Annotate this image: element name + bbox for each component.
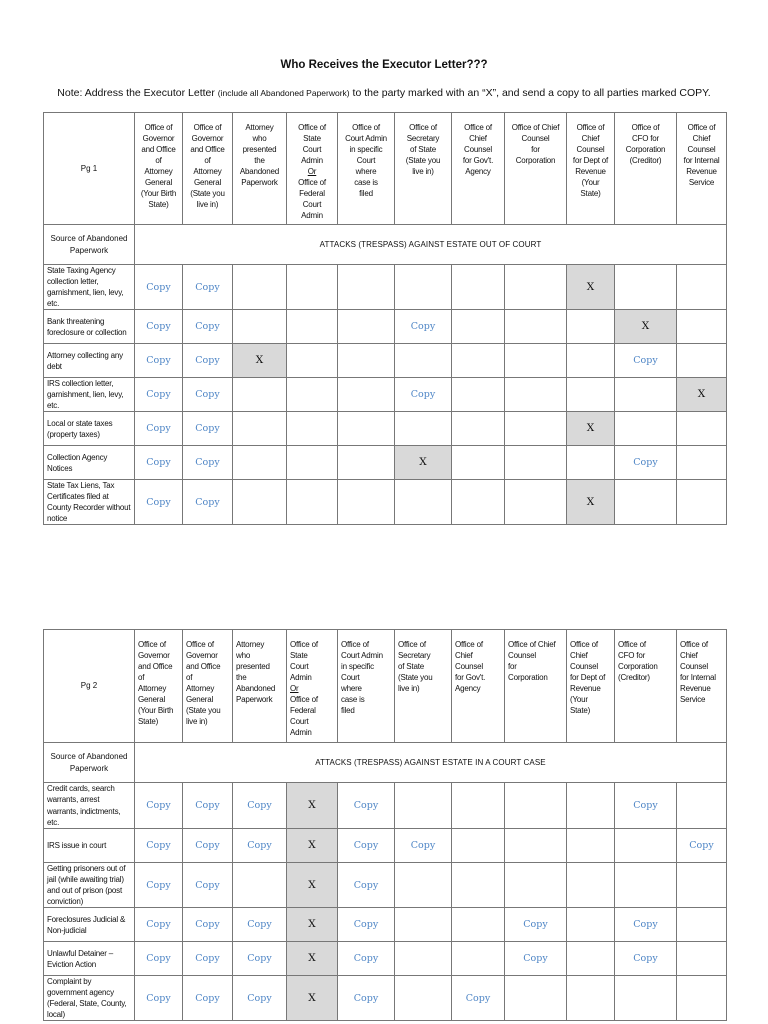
table-cell [395,446,452,480]
table-cell [233,446,287,480]
addressee-mark: X [308,952,316,965]
table-cell [183,976,233,1021]
addressee-mark: X [586,496,595,509]
table-cell [505,310,567,344]
table-cell [677,863,727,908]
table-cell [287,265,338,310]
table-cell [395,783,452,829]
table-cell [338,863,395,908]
table-cell [233,976,287,1021]
table-cell [233,344,287,378]
row-label: Collection Agency Notices [44,446,135,480]
copy-mark: Copy [353,992,379,1004]
copy-mark: Copy [410,839,436,851]
table-cell [395,908,452,942]
copy-mark: Copy [410,389,436,401]
table-cell [287,310,338,344]
table-cell [395,829,452,863]
table-cell [615,310,677,344]
header-row [44,630,727,743]
table-cell [615,976,677,1021]
column-header: Office of Chief Counsel for Corporation [505,113,567,225]
copy-mark: Copy [195,919,220,931]
table-row [44,265,727,310]
copy-mark: Copy [353,839,379,851]
table-cell [615,942,677,976]
page-label: Pg 1 [44,113,135,225]
source-label: Source of Abandoned Paperwork [44,743,135,783]
table-cell [233,783,287,829]
table-row [44,412,727,446]
table-cell [567,829,615,863]
table-page-1 [43,112,727,525]
table-cell [452,265,505,310]
column-header: Office of Chief Counsel for Internal Revenue Service [677,630,727,743]
copy-mark: Copy [195,799,220,811]
table-cell [395,480,452,525]
table-row [44,378,727,412]
table-cell [567,310,615,344]
table-cell [135,265,183,310]
copy-mark: Copy [195,389,220,401]
row-label: Credit cards, search warrants, arrest warrants, indictments, etc. [44,783,135,829]
table-cell [452,942,505,976]
addressee-mark: X [255,354,264,367]
table-cell [287,863,338,908]
table-row [44,310,727,344]
table-row [44,344,727,378]
table-cell [567,412,615,446]
table-cell [183,908,233,942]
table-cell [505,412,567,446]
copy-mark: Copy [195,879,220,891]
addressee-mark: X [308,991,316,1004]
table-cell [567,863,615,908]
row-label: State Tax Liens, Tax Certificates filed at County Recorder without notice [44,480,135,525]
addressee-mark: X [308,878,316,891]
table-cell [287,344,338,378]
table-cell [395,265,452,310]
addressee-mark: X [641,320,650,333]
copy-mark: Copy [633,457,658,469]
table-cell [287,942,338,976]
table-cell [615,829,677,863]
table-cell [287,412,338,446]
table-cell [567,942,615,976]
addressee-mark: X [586,422,595,435]
table-row [44,480,727,525]
table-cell [615,378,677,412]
column-header: Office of State Court Admin Or Office of Federal Court Admin [287,630,338,743]
table-cell [183,412,233,446]
column-header: Office of Governor and Office of Attorney General (State you live in) [183,113,233,225]
table-cell [233,378,287,412]
copy-mark: Copy [353,919,379,931]
column-header: Attorney who presented the Abandoned Paperwork [233,113,287,225]
table-cell [183,344,233,378]
table-cell [183,863,233,908]
table-cell [395,344,452,378]
table-cell [395,863,452,908]
table-cell [452,378,505,412]
table-cell [183,265,233,310]
table-cell [233,829,287,863]
table-cell [233,942,287,976]
table-cell [338,344,395,378]
table-cell [338,908,395,942]
table-cell [338,412,395,446]
copy-mark: Copy [146,919,171,931]
table-cell [452,908,505,942]
copy-mark: Copy [146,992,171,1004]
table-cell [183,480,233,525]
table-cell [615,446,677,480]
table-cell [677,783,727,829]
table-cell [287,976,338,1021]
table-cell [287,480,338,525]
copy-mark: Copy [633,355,658,367]
table-cell [677,344,727,378]
column-header: Office of Chief Counsel for Corporation [505,630,567,743]
table-cell [505,829,567,863]
table-cell [183,446,233,480]
row-label: Bank threatening foreclosure or collection [44,310,135,344]
table-cell [567,378,615,412]
note-text [0,87,768,99]
table-cell [338,265,395,310]
copy-mark: Copy [146,879,171,891]
copy-mark: Copy [523,919,548,931]
table-cell [567,344,615,378]
table-cell [135,908,183,942]
table-cell [505,976,567,1021]
copy-mark: Copy [195,457,220,469]
copy-mark: Copy [633,799,658,811]
table-cell [338,378,395,412]
table-cell [452,480,505,525]
table-cell [505,265,567,310]
section-row [44,743,727,783]
header-row [44,113,727,225]
table-cell [677,908,727,942]
table-cell [395,310,452,344]
row-label: State Taxing Agency collection letter, garnishment, lien, levy, etc. [44,265,135,310]
row-label: Complaint by government agency (Federal, State, County, local) [44,976,135,1021]
table-cell [395,412,452,446]
table-row [44,863,727,908]
table-cell [338,783,395,829]
addressee-mark: X [308,918,316,931]
table-cell [135,829,183,863]
table-cell [135,412,183,446]
table-cell [135,783,183,829]
column-header: Office of Secretary of State (State you live in) [395,630,452,743]
addressee-mark: X [419,456,427,469]
page-label: Pg 2 [44,630,135,743]
table-cell [677,976,727,1021]
copy-mark: Copy [146,799,171,811]
table-cell [615,783,677,829]
table-cell [567,976,615,1021]
table-row [44,942,727,976]
table-cell [338,976,395,1021]
copy-mark: Copy [353,799,379,811]
table-cell [567,783,615,829]
column-header: Office of CFO for Corporation (Creditor) [615,113,677,225]
table-cell [338,446,395,480]
copy-mark: Copy [146,423,171,435]
table-cell [505,446,567,480]
table-cell [452,344,505,378]
copy-mark: Copy [195,839,220,851]
copy-mark: Copy [146,389,171,401]
column-header: Office of Governor and Office of Attorney General (Your Birth State) [135,113,183,225]
column-header: Office of Court Admin in specific Court where case is filed [338,630,395,743]
copy-mark: Copy [195,423,220,435]
table-cell [452,976,505,1021]
column-header: Office of Governor and Office of Attorney General (State you live in) [183,630,233,743]
column-header: Office of Court Admin in specific Court where case is filed [338,113,395,225]
table-cell [287,378,338,412]
table-row [44,446,727,480]
table-cell [135,863,183,908]
copy-mark: Copy [195,321,220,333]
table-row [44,783,727,829]
copy-mark: Copy [633,919,658,931]
copy-mark: Copy [146,281,171,293]
copy-mark: Copy [353,879,379,891]
column-header: Office of Governor and Office of Attorney General (Your Birth State) [135,630,183,743]
table-row [44,908,727,942]
table-cell [677,829,727,863]
copy-mark: Copy [247,799,272,811]
copy-mark: Copy [146,355,171,367]
table-cell [677,412,727,446]
table-cell [233,310,287,344]
table-cell [677,310,727,344]
table-cell [615,412,677,446]
table-cell [135,344,183,378]
column-header: Office of Chief Counsel for Gov't. Agency [452,113,505,225]
table-cell [135,480,183,525]
addressee-mark: X [586,280,595,293]
table-cell [452,310,505,344]
copy-mark: Copy [195,281,220,293]
table-cell [505,942,567,976]
copy-mark: Copy [247,839,272,851]
table-cell [677,942,727,976]
table-cell [183,942,233,976]
table-cell [183,378,233,412]
row-label: Local or state taxes (property taxes) [44,412,135,446]
table-cell [233,412,287,446]
copy-mark: Copy [410,321,436,333]
table-cell [135,976,183,1021]
copy-mark: Copy [195,355,220,367]
table-cell [505,378,567,412]
copy-mark: Copy [689,839,714,851]
row-label: Unlawful Detainer – Eviction Action [44,942,135,976]
column-header: Office of CFO for Corporation (Creditor) [615,630,677,743]
copy-mark: Copy [247,953,272,965]
row-label: Getting prisoners out of jail (while awaiting trial) and out of prison (post conviction) [44,863,135,908]
table-cell [505,863,567,908]
table-cell [233,265,287,310]
table-cell [135,942,183,976]
table-cell [287,908,338,942]
table-cell [183,829,233,863]
column-header: Office of Chief Counsel for Dept of Revenue (Your State) [567,113,615,225]
table-cell [452,783,505,829]
column-header: Office of Secretary of State (State you live in) [395,113,452,225]
table-row [44,829,727,863]
table-cell [233,908,287,942]
note-part-2: (include all Abandoned Paperwork) [217,88,350,98]
addressee-mark: X [697,388,706,401]
table-cell [287,783,338,829]
table-cell [287,829,338,863]
copy-mark: Copy [465,992,491,1004]
table-cell [338,942,395,976]
table-cell [615,863,677,908]
table-row [44,976,727,1021]
table-cell [395,976,452,1021]
table-cell [135,446,183,480]
copy-mark: Copy [146,321,171,333]
table-cell [677,446,727,480]
column-header: Office of Chief Counsel for Dept of Revenue (Your State) [567,630,615,743]
table-cell [677,265,727,310]
copy-mark: Copy [146,839,171,851]
table-cell [505,344,567,378]
table-cell [183,310,233,344]
copy-mark: Copy [633,953,658,965]
column-header: Office of Chief Counsel for Gov't. Agency [452,630,505,743]
table-cell [135,310,183,344]
table-cell [233,863,287,908]
table-cell [452,412,505,446]
copy-mark: Copy [195,496,220,508]
table-cell [567,480,615,525]
source-label: Source of Abandoned Paperwork [44,225,135,265]
column-header: Office of Chief Counsel for Internal Revenue Service [677,113,727,225]
copy-mark: Copy [247,919,272,931]
copy-mark: Copy [195,992,220,1004]
copy-mark: Copy [146,953,171,965]
copy-mark: Copy [146,457,171,469]
table-cell [615,344,677,378]
table-cell [183,783,233,829]
table-cell [338,480,395,525]
table-cell [395,378,452,412]
table-cell [135,378,183,412]
table-cell [615,908,677,942]
table-cell [615,265,677,310]
table-cell [233,480,287,525]
table-cell [338,829,395,863]
table-cell [567,446,615,480]
table-cell [615,480,677,525]
table-page-2 [43,629,727,1021]
table-cell [567,908,615,942]
table-cell [452,863,505,908]
table-cell [677,480,727,525]
column-header: Office of State Court Admin Or Office of Federal Court Admin [287,113,338,225]
addressee-mark: X [308,799,316,812]
copy-mark: Copy [195,953,220,965]
note-part-3: to the party marked with an “X”, and send a copy to all parties marked COPY. [349,87,711,99]
addressee-mark: X [308,839,316,852]
column-header: Attorney who presented the Abandoned Paperwork [233,630,287,743]
copy-mark: Copy [247,992,272,1004]
copy-mark: Copy [353,953,379,965]
table-cell [677,378,727,412]
copy-mark: Copy [523,953,548,965]
copy-mark: Copy [146,496,171,508]
section-banner: ATTACKS (TRESPASS) AGAINST ESTATE IN A COURT CASE [135,743,727,783]
note-part-1: Note: Address the Executor Letter [57,87,218,99]
table-cell [452,829,505,863]
document-title: Who Receives the Executor Letter??? [280,59,488,71]
row-label: Attorney collecting any debt [44,344,135,378]
table-cell [338,310,395,344]
section-row [44,225,727,265]
table-cell [567,265,615,310]
table-cell [452,446,505,480]
table-cell [505,480,567,525]
table-cell [287,446,338,480]
row-label: IRS issue in court [44,829,135,863]
table-cell [505,783,567,829]
section-banner: ATTACKS (TRESPASS) AGAINST ESTATE OUT OF COURT [135,225,727,265]
row-label: IRS collection letter, garnishment, lien, levy, etc. [44,378,135,412]
table-cell [505,908,567,942]
table-cell [395,942,452,976]
row-label: Foreclosures Judicial & Non-judicial [44,908,135,942]
